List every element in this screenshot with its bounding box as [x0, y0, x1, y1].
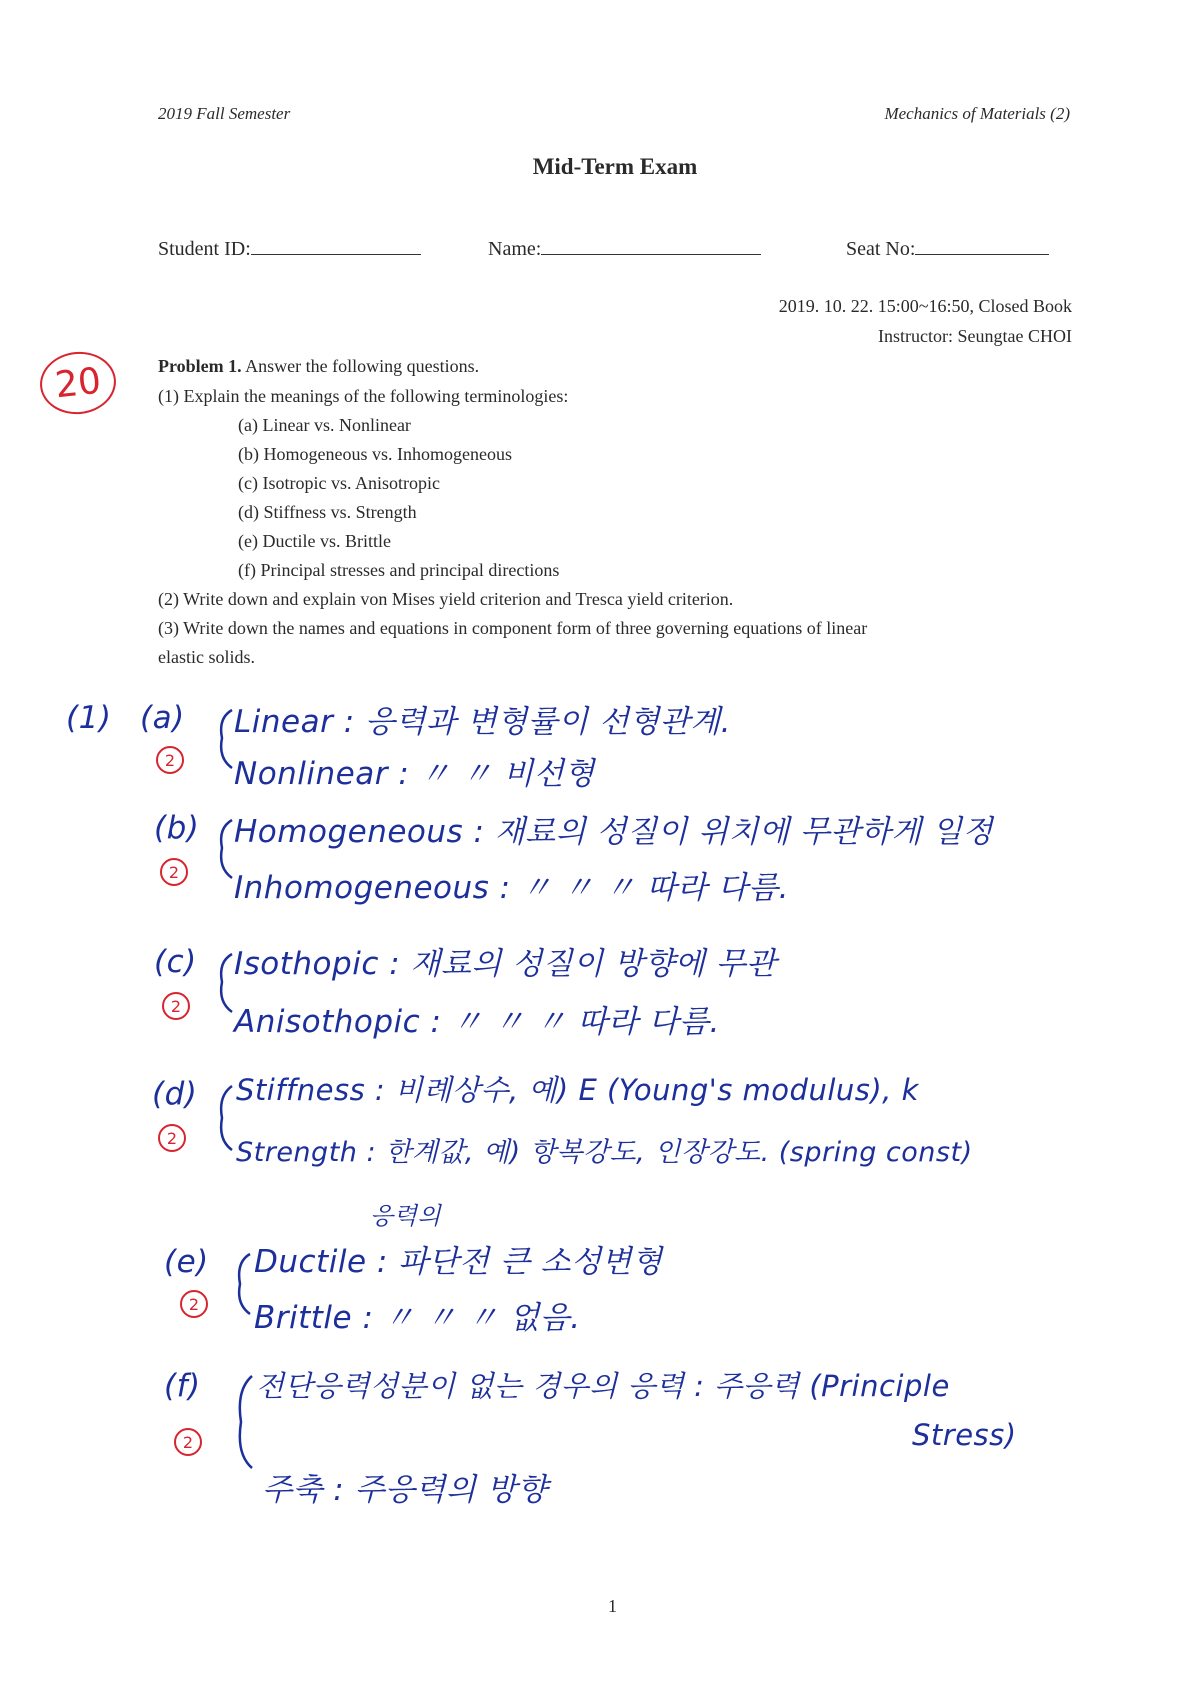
answer-a-term2: Nonlinear — [234, 756, 388, 792]
answer-d-def1: : 비례상수, 예) E (Young's modulus), k — [374, 1073, 919, 1107]
answer-c-def1: : 재료의 성질이 방향에 무관 — [389, 946, 777, 982]
answer-c-label: (c) — [154, 944, 197, 980]
semester-label: 2019 Fall Semester — [158, 104, 291, 123]
answer-f-line2: 주축 : 주응력의 방향 — [262, 1472, 548, 1508]
answer-c-def2: : 〃 〃 〃 따라 다름. — [430, 1004, 720, 1040]
answer-e-line1 — [254, 1236, 662, 1281]
answer-b-line2 — [234, 862, 789, 907]
answer-d-term2: Strength — [236, 1137, 358, 1168]
answer-b-label: (b) — [154, 810, 200, 846]
problem-heading — [158, 356, 479, 377]
item-a: (a) Linear vs. Nonlinear — [238, 415, 411, 435]
item-b: (b) Homogeneous vs. Inhomogeneous — [238, 444, 512, 464]
answer-b-term1: Homogeneous — [234, 814, 464, 850]
answer-a-brace — [214, 708, 236, 770]
exam-date: 2019. 10. 22. 15:00~16:50, Closed Book — [778, 296, 1072, 316]
item-e: (e) Ductile vs. Brittle — [238, 531, 391, 551]
answer-b-score: 2 — [160, 858, 188, 886]
question-3-cont: elastic solids. — [158, 647, 255, 667]
answer-c-score: 2 — [162, 992, 190, 1020]
page-number: 1 — [608, 1596, 617, 1616]
answer-a-def1: : 응력과 변형률이 선형관계. — [343, 704, 731, 740]
item-c: (c) Isotropic vs. Anisotropic — [238, 473, 440, 493]
answer-e-def1: : 파단전 큰 소성변형 — [376, 1244, 663, 1280]
answer-f-line1-cont: Stress) — [912, 1418, 1017, 1452]
student-id-field — [158, 236, 421, 261]
problem-label: Problem 1. — [158, 356, 242, 376]
answer-a-label: (a) — [140, 700, 185, 736]
answer-b-term2: Inhomogeneous — [234, 870, 490, 906]
answer-a-score: 2 — [156, 746, 184, 774]
answer-a-line1 — [234, 696, 731, 741]
answer-d-def2: : 한계값, 예) 항복강도, 인장강도. (spring const) — [366, 1137, 973, 1168]
answer-part-label: (1) — [66, 700, 112, 736]
answer-b-line1 — [234, 806, 993, 851]
item-f: (f) Principal stresses and principal directions — [238, 560, 560, 580]
exam-title: Mid-Term Exam — [532, 154, 698, 179]
answer-f-brace — [232, 1374, 256, 1470]
answer-e-line2 — [254, 1292, 581, 1337]
answer-d-line1 — [236, 1068, 919, 1109]
seat-field — [846, 236, 1049, 261]
answer-a-def2: : 〃 〃 비선형 — [398, 756, 595, 792]
student-id-label: Student ID: — [158, 238, 251, 260]
course-title: Mechanics of Materials (2) — [884, 104, 1070, 123]
answer-d-brace — [214, 1084, 236, 1152]
answer-b-brace — [214, 818, 236, 880]
answer-d-line2 — [236, 1130, 973, 1169]
question-1: (1) Explain the meanings of the following terminologies: — [158, 386, 569, 406]
problem-intro: Answer the following questions. — [245, 356, 480, 376]
answer-b-def2: : 〃 〃 〃 따라 다름. — [499, 870, 790, 906]
answer-d-score: 2 — [158, 1124, 186, 1152]
answer-a-line2 — [234, 748, 595, 793]
answer-f-line1: 전단응력성분이 없는 경우의 응력 : 주응력 (Principle — [256, 1369, 950, 1403]
answer-d-insert: 응력의 — [370, 1202, 442, 1230]
answer-c-line2 — [234, 996, 720, 1041]
answer-e-term2: Brittle — [254, 1300, 353, 1336]
item-d: (d) Stiffness vs. Strength — [238, 502, 417, 522]
answer-e-def2: : 〃 〃 〃 없음. — [362, 1300, 581, 1336]
answer-c-line1 — [234, 938, 777, 983]
answer-b-def1: : 재료의 성질이 위치에 무관하게 일정 — [473, 814, 993, 850]
answer-a-term1: Linear — [234, 704, 334, 740]
name-field — [488, 236, 761, 261]
answer-f-score: 2 — [174, 1428, 202, 1456]
question-3: (3) Write down the names and equations in component form of three governing equations of linear — [158, 618, 868, 638]
answer-e-term1: Ductile — [254, 1244, 367, 1280]
answer-e-brace — [232, 1252, 254, 1316]
answer-e-score: 2 — [180, 1290, 208, 1318]
seat-label: Seat No: — [846, 238, 916, 260]
instructor: Instructor: Seungtae CHOI — [878, 326, 1072, 346]
question-2: (2) Write down and explain von Mises yield criterion and Tresca yield criterion. — [158, 589, 734, 609]
answer-f-label: (f) — [164, 1368, 201, 1404]
answer-c-term2: Anisothopic — [234, 1004, 421, 1040]
answer-e-label: (e) — [164, 1244, 209, 1280]
answer-d-label: (d) — [152, 1076, 198, 1112]
answer-d-term1: Stiffness — [236, 1073, 366, 1107]
total-score-circle: 20 — [37, 348, 119, 418]
answer-c-term1: Isothopic — [234, 946, 379, 982]
answer-c-brace — [214, 952, 236, 1014]
name-label: Name: — [488, 238, 542, 260]
